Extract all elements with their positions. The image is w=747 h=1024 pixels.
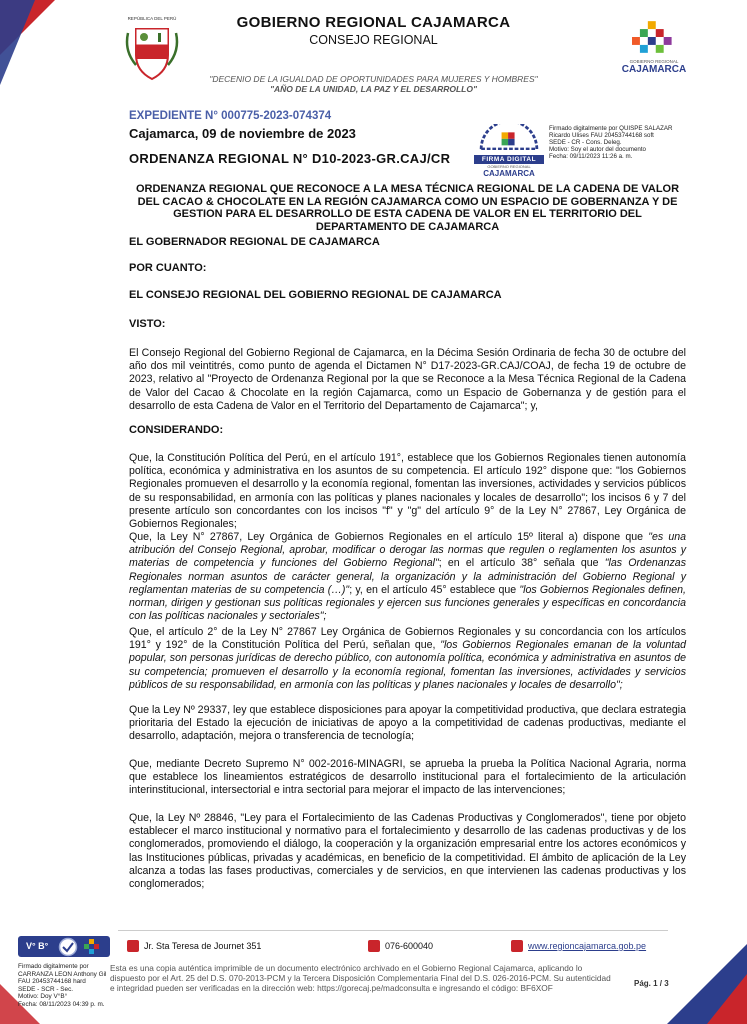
- check-seal-icon: [58, 937, 78, 957]
- regional-logo-caption-small: GOBIERNO REGIONAL: [629, 59, 679, 64]
- location-pin-icon: [127, 940, 139, 952]
- gobierno-regional-logo: [618, 20, 690, 80]
- gobernador-heading: EL GOBERNADOR REGIONAL DE CAJAMARCA: [129, 236, 380, 248]
- decenio-line-2: "AÑO DE LA UNIDAD, LA PAZ Y EL DESARROLLO": [269, 84, 478, 94]
- ordenanza-title: ORDENANZA REGIONAL QUE RECONOCE A LA MESA TÉCNICA REGIONAL DE LA CADENA DE VALOR DEL CACAO & CHOCOLATE EN LA REGIÓN CAJAMARCA COMO UN ESPACIO DE GOBERNANZA Y DE GESTION PARA EL DESARROLLO DE ESTA CADENA DE VALOR EN EL TERRITORIO DEL DEPARTAMENTO DE CAJAMARCA: [135, 183, 680, 233]
- visto-bueno-signature-info: [18, 963, 118, 1008]
- firma-line: Fecha: 09/11/2023 11:26 a. m.: [549, 153, 633, 160]
- considerando-paragraph-1: Que, la Constitución Política del Perú, en el artículo 191°, establece que los Gobiernos Regionales tienen autonomía política, económica y administrativa en los asuntos de su competencia. El artículo 192° dispone que: "los Gobiernos Regionales promueven el desarrollo y la economía regional, fomentan las inversiones, actividades y servicios públicos de su responsabilidad, en armonía con las políticas y planes nacionales y locales de desarrollo"; los incisos 6 y 7 del presente artículo son concordantes con los incisos "f" y "g" del artículo 9° de la Ley N° 27867, Ley Orgánica de Gobiernos Regionales;: [129, 452, 686, 531]
- vb-firma-line: CARRANZA LEON Anthony Gil: [18, 970, 107, 978]
- expediente-number: EXPEDIENTE N° 000775-2023-074374: [129, 110, 332, 122]
- footer-divider: [118, 930, 668, 931]
- firma-line: Ricardo Ulises FAU 20453744168 soft: [549, 132, 654, 139]
- escudo-caption: REPÚBLICA DEL PERÚ: [127, 16, 177, 21]
- regional-logo-caption: CAJAMARCA: [621, 64, 687, 75]
- place-date: Cajamarca, 09 de noviembre de 2023: [129, 126, 356, 141]
- firma-line: SEDE - CR - Cons. Deleg.: [549, 139, 622, 146]
- paragraph-quote: "es una atribución del Consejo Regional, aprobar, modificar o derogar las normas que regulen o reglamenten los asuntos y materias de competencia y funciones del Gobierno Regional": [129, 531, 686, 570]
- considerando-paragraph-2: [129, 531, 686, 623]
- vb-firma-line: Fecha: 08/11/2023 04:39 p. m.: [18, 1000, 105, 1008]
- corner-decoration-bottom-right: [627, 924, 747, 1024]
- website-link[interactable]: www.regioncajamarca.gob.pe: [528, 941, 647, 951]
- vb-firma-line: Firmado digitalmente por: [18, 963, 89, 970]
- footer-address: [127, 940, 261, 952]
- paragraph-text: ; en el artículo 38° señala que: [438, 557, 605, 570]
- globe-icon: [511, 940, 523, 952]
- regional-mini-logo-icon: [84, 939, 100, 955]
- paragraph-quote: "las Ordenanzas Regionales norman asuntos de carácter general, la organización y la administración del Gobierno Regional y reglamentan materias de su competencia (…)": [129, 557, 686, 596]
- considerando-paragraph-6: Que, la Ley Nº 28846, "Ley para el Fortalecimiento de las Cadenas Productivas y Conglomerados", tiene por objeto establecer el marco institucional y normativo para el fortalecimiento y desarrollo de las cadenas productivas y de los conglomerados, promoviendo el diálogo, la cooperación y la organización empresarial entre los actores económicos y las Instituciones públicas, privadas y académicas, en beneficio de la competitividad. El ámbito de aplicación de la Ley alcanza a todas las fases productivas, comerciales y de servicios, en que intervienen las cadenas productivas y los conglomerados;: [129, 812, 686, 891]
- authenticity-note: Esta es una copia auténtica imprimible de un documento electrónico archivado en el Gobierno Regional Cajamarca, aplicando lo dispuesto por el Art. 25 del D.S. 070-2013-PCM y la Tercera Disposición Complementaria Final del D.S. 026-2016-PCM. Su autenticidad e integridad pueden ser verificadas en la dirección web: https://gorecaj.pe/madconsulta e ingresando el código: BF6XOF: [110, 963, 611, 993]
- paragraph-quote: "los Gobiernos Regionales emanan de la voluntad popular, son personas jurídicas de derecho público, con autonomía política, económica y administrativa en asuntos de su competencia; promueven el desarrollo y la economía regional, fomentan las inversiones, actividades y servicios públicos de su responsabilidad, en armonía con las políticas y planes nacionales y locales de desarrollo";: [129, 639, 686, 691]
- ordenanza-number: ORDENANZA REGIONAL N° D10-2023-GR.CAJ/CR: [129, 151, 451, 166]
- paragraph-text: Que, el artículo 2° de la Ley N° 27867 Ley Orgánica de Gobiernos Regionales y su concordancia con los artículos 191° y 192° de la Constitución Política del Perú, señalan que,: [129, 626, 686, 652]
- firma-line: Motivo: Soy el autor del documento: [549, 146, 646, 153]
- digital-signature-info: [549, 125, 719, 160]
- decenio-line-1: "DECENIO DE LA IGUALDAD DE OPORTUNIDADES PARA MUJERES Y HOMBRES": [209, 74, 538, 84]
- address-text: Jr. Sta Teresa de Journet 351: [144, 941, 262, 951]
- firma-badge-caption: CAJAMARCA: [483, 169, 535, 178]
- firma-digital-badge: [474, 124, 544, 180]
- paragraph-text: ; y, en el artículo 45° establece que: [349, 583, 520, 596]
- visto-bueno-label: V° B°: [26, 941, 49, 951]
- vb-firma-line: FAU 20453744168 hard: [18, 978, 86, 985]
- firma-line: Firmado digitalmente por QUISPE SALAZAR: [549, 125, 673, 132]
- vb-firma-line: SEDE - SCR - Sec.: [18, 985, 74, 993]
- footer-website[interactable]: [511, 940, 646, 952]
- phone-icon: [368, 940, 380, 952]
- header-subtitle: CONSEJO REGIONAL: [309, 33, 438, 47]
- considerando-paragraph-5: Que, mediante Decreto Supremo N° 002-2016-MINAGRI, se aprueba la prueba la Política Nacional Agraria, norma que establece los lineamientos estratégicos de desarrollo institucional para el fortalecimiento de la articulación interinstitucional, intersectorial e intra sectorial para mejorar el impacto de las intervenciones;: [129, 758, 686, 797]
- consejo-heading: EL CONSEJO REGIONAL DEL GOBIERNO REGIONAL DE CAJAMARCA: [129, 289, 502, 301]
- considerando-paragraph-4: Que la Ley Nº 29337, ley que establece disposiciones para apoyar la competitividad productiva, que declara estrategia prioritaria del Estado la ejecución de iniciativas de apoyo a la competitividad de cadenas productivas, mediante el desarrollo, adaptación, mejora o transferencia de tecnología;: [129, 704, 686, 743]
- firma-digital-label: FIRMA DIGITAL: [474, 155, 544, 164]
- firma-badge-caption-small: GOBIERNO REGIONAL: [487, 164, 531, 169]
- visto-heading: VISTO:: [129, 318, 166, 330]
- por-cuanto-heading: POR CUANTO:: [129, 262, 207, 274]
- considerando-heading: CONSIDERANDO:: [129, 424, 224, 436]
- vb-firma-line: Motivo: Doy V°B°: [18, 993, 68, 1000]
- paragraph-quote: "los Gobiernos Regionales definen, norman, dirigen y gestionan sus políticas regionales y ejercen sus funciones generales y específicas en concordancia con las políticas nacionales y sectoriales";: [129, 583, 686, 623]
- visto-paragraph: El Consejo Regional del Gobierno Regional de Cajamarca, en la Décima Sesión Ordinaria de fecha 30 de octubre del año dos mil veintitrés, como punto de agenda el Dictamen N° D17-2023-GR.CAJ/COAJ, de fecha 19 de octubre de 2023, relativo al "Proyecto de Ordenanza Regional por la que se Reconoce a la Mesa Técnica Regional de la Cadena de Valor del Cacao & Chocolate en la región Cajamarca, como un Espacio de Gobernanza y de gestión para el desarrollo de esta Cadena de Valor en el Territorio del Departamento de Cajamarca"; y,: [129, 347, 686, 412]
- gear-seal-icon: [474, 124, 544, 150]
- paragraph-text: Que, la Ley N° 27867, Ley Orgánica de Gobiernos Regionales en el artículo 15º literal a) dispone que: [129, 531, 649, 543]
- regional-logo-icon: [632, 20, 676, 54]
- page-number: Pág. 1 / 3: [634, 979, 669, 988]
- phone-text: 076-600040: [385, 941, 434, 951]
- considerando-paragraph-3: [129, 626, 686, 692]
- header-title: GOBIERNO REGIONAL CAJAMARCA: [236, 14, 511, 31]
- footer-phone: [368, 940, 433, 952]
